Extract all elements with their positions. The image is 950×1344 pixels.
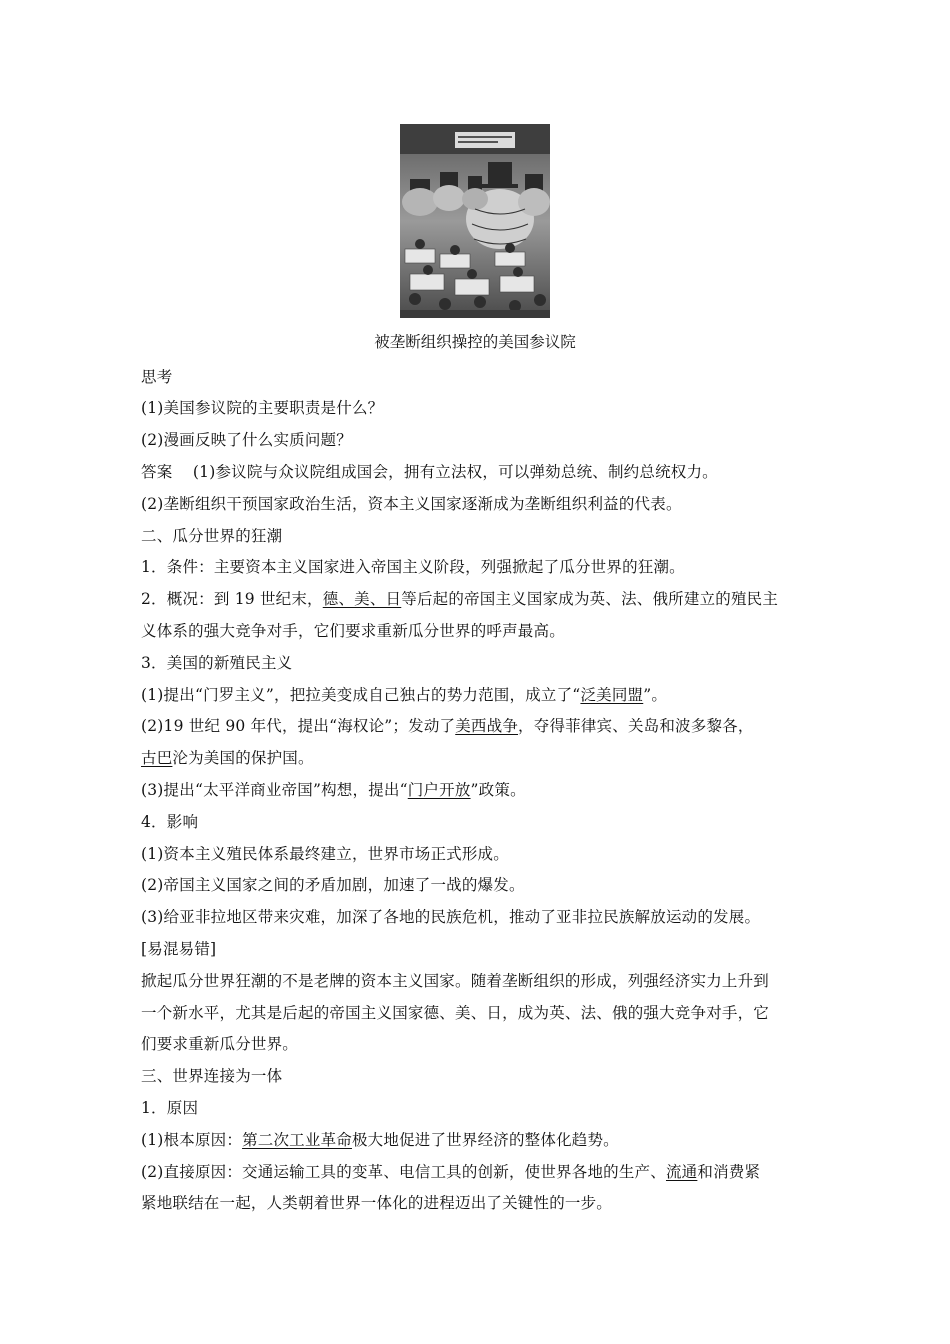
section-3-item-1-2 xyxy=(141,1162,821,1182)
confuse-line-3: 们要求重新瓜分世界。 xyxy=(141,1035,299,1053)
answer-label: 答案 xyxy=(141,463,173,481)
text-span: ”。 xyxy=(643,686,668,704)
underlined-term: 门户开放 xyxy=(407,781,471,799)
think-title: 思考 xyxy=(141,368,173,386)
section-2-item-3-1 xyxy=(141,685,821,705)
section-3-item-1: 1．原因 xyxy=(141,1099,199,1117)
question-1: (1)美国参议院的主要职责是什么？ xyxy=(141,399,384,417)
text-span: 极大地促进了世界经济的整体化趋势。 xyxy=(351,1131,619,1149)
section-2-item-2-cont: 义体系的强大竞争对手，它们要求重新瓜分世界的呼声最高。 xyxy=(141,622,565,640)
section-2-item-1: 1．条件：主要资本主义国家进入帝国主义阶段，列强掀起了瓜分世界的狂潮。 xyxy=(141,558,685,576)
text-span: (2)19 世纪 90 年代，提出“海权论”；发动了 xyxy=(141,717,456,735)
section-3-item-1-2-cont: 紧地联结在一起，人类朝着世界一体化的进程迈出了关键性的一步。 xyxy=(141,1194,613,1212)
section-2-item-3: 3．美国的新殖民主义 xyxy=(141,654,293,672)
text-span: (3)提出“太平洋商业帝国”构想，提出“ xyxy=(141,781,408,799)
section-3-heading: 三、世界连接为一体 xyxy=(141,1067,283,1085)
figure-caption: 被垄断组织操控的美国参议院 xyxy=(374,333,576,351)
text-span: ，夺得菲律宾、关岛和波多黎各， xyxy=(518,717,754,735)
underlined-term: 德、美、日 xyxy=(322,590,402,608)
section-2-heading: 二、瓜分世界的狂潮 xyxy=(141,527,283,545)
confuse-line-1: 掀起瓜分世界狂潮的不是老牌的资本主义国家。随着垄断组织的形成，列强经济实力上升到 xyxy=(141,972,770,990)
section-2-item-4-1: (1)资本主义殖民体系最终建立，世界市场正式形成。 xyxy=(141,845,509,863)
section-2-item-3-2 xyxy=(141,716,821,736)
text-span: (1)提出“门罗主义”，把拉美变成自己独占的势力范围，成立了“ xyxy=(141,686,581,704)
underlined-term: 流通 xyxy=(665,1163,698,1181)
underlined-term: 古巴 xyxy=(141,749,173,767)
section-3-item-1-1 xyxy=(141,1130,821,1150)
section-2-item-3-3 xyxy=(141,780,821,800)
answer-1-line xyxy=(141,462,821,482)
confuse-line-2: 一个新水平，尤其是后起的帝国主义国家德、美、日，成为英、法、俄的强大竞争对手，它 xyxy=(141,1004,770,1022)
section-2-item-2 xyxy=(141,589,821,609)
underlined-term: 美西战争 xyxy=(455,717,519,735)
section-2-item-4-2: (2)帝国主义国家之间的矛盾加剧，加速了一战的爆发。 xyxy=(141,876,525,894)
cartoon-illustration xyxy=(400,124,550,318)
answer-1: (1)参议院与众议院组成国会，拥有立法权，可以弹劾总统、制约总统权力。 xyxy=(192,463,718,481)
text-span: 和消费紧 xyxy=(697,1163,761,1181)
text-span: 沦为美国的保护国。 xyxy=(172,749,314,767)
underlined-term: 泛美同盟 xyxy=(580,686,644,704)
section-2-item-3-2-cont xyxy=(141,748,821,768)
text-span: ”政策。 xyxy=(470,781,526,799)
section-2-item-4-3: (3)给亚非拉地区带来灾难，加深了各地的民族危机，推动了亚非拉民族解放运动的发展。 xyxy=(141,908,761,926)
senate-cartoon-image xyxy=(400,124,550,318)
confuse-title: [易混易错] xyxy=(141,940,217,958)
text-span: (2)直接原因：交通运输工具的变革、电信工具的创新，使世界各地的生产、 xyxy=(141,1163,666,1181)
question-2: (2)漫画反映了什么实质问题？ xyxy=(141,431,352,449)
answer-2: (2)垄断组织干预国家政治生活，资本主义国家逐渐成为垄断组织利益的代表。 xyxy=(141,495,682,513)
text-span: 等后起的帝国主义国家成为英、法、俄所建立的殖民主 xyxy=(401,590,779,608)
section-2-item-4: 4．影响 xyxy=(141,813,199,831)
text-span: 2．概况：到 19 世纪末， xyxy=(141,590,323,608)
text-span: (1)根本原因： xyxy=(141,1131,243,1149)
underlined-term: 第二次工业革命 xyxy=(242,1131,352,1149)
